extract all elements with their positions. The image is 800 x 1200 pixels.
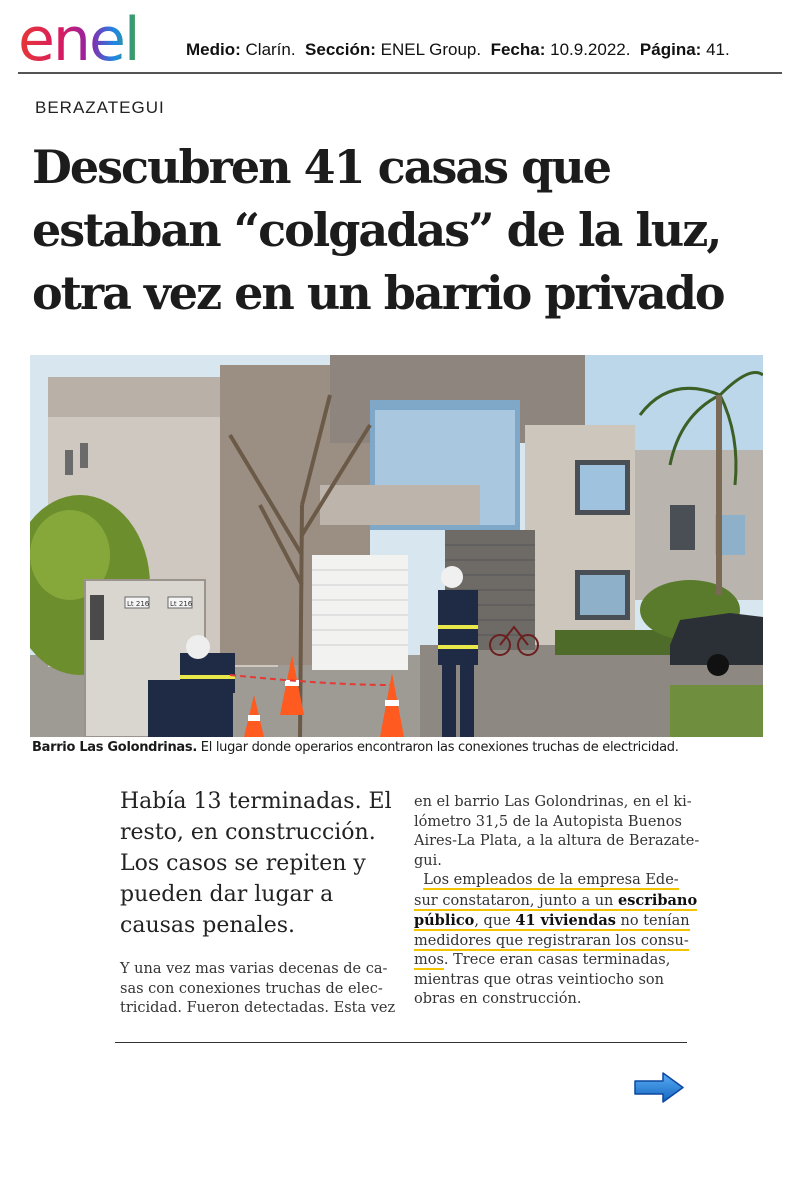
body-line: Y una vez mas varias decenas de ca-: [120, 961, 388, 977]
fecha-label: Fecha:: [490, 40, 546, 59]
article-photo: [30, 355, 763, 737]
deck-line: Había 13 terminadas. El: [120, 789, 392, 814]
body-line: obras en construcción.: [414, 991, 582, 1007]
body-line: en el barrio Las Golondrinas, en el ki-: [414, 794, 692, 810]
pagina-value: 41.: [706, 40, 730, 59]
seccion-label: Sección:: [305, 40, 376, 59]
highlighted-text: Los empleados de la empresa Ede-: [423, 872, 679, 888]
bold-run: público: [414, 912, 475, 929]
body-line: gui.: [414, 852, 442, 869]
caption-title: Barrio Las Golondrinas.: [32, 740, 197, 755]
meter-label: Lt 216: [170, 600, 193, 608]
section-label: BERAZATEGUI: [35, 98, 165, 117]
highlighted-text: [414, 913, 690, 931]
medio-value: Clarín.: [245, 40, 296, 59]
bold-run: 41 viviendas: [515, 912, 616, 929]
deck-line: pueden dar lugar a: [120, 882, 334, 907]
header-divider: [18, 72, 782, 74]
body-line: [414, 932, 689, 952]
body-line: [414, 871, 689, 891]
highlighted-text: [414, 893, 697, 911]
text-run: no tenían: [615, 913, 690, 929]
text-run: sur constataron, junto a un: [414, 892, 618, 909]
svg-text:enel: enel: [18, 8, 139, 70]
meter-label: Lt 216: [127, 600, 150, 608]
headline-line: estaban “colgadas” de la luz,: [32, 203, 721, 257]
enel-logo: [18, 8, 173, 70]
body-line: [414, 951, 689, 971]
article-deck: [120, 786, 400, 941]
body-line: tricidad. Fueron detectadas. Esta vez: [120, 1000, 396, 1016]
headline-line: otra vez en un barrio privado: [32, 266, 724, 320]
body-line: lómetro 31,5 de la Autopista Buenos: [414, 813, 682, 830]
bold-run: escribano: [618, 891, 698, 909]
medio-label: Medio:: [186, 40, 241, 59]
deck-line: resto, en construcción.: [120, 820, 376, 845]
highlighted-text: mos: [414, 952, 444, 968]
deck-line: causas penales.: [120, 913, 296, 938]
text-run: . Trece eran casas terminadas,: [443, 952, 671, 968]
text-run: , que: [474, 913, 516, 929]
arrow-right-icon[interactable]: [633, 1071, 685, 1104]
body-line: sas con conexiones truchas de elec-: [120, 980, 383, 997]
body-column-right: [414, 793, 700, 1010]
photo-caption: [32, 740, 679, 755]
body-column-left: [120, 960, 396, 1019]
seccion-value: ENEL Group.: [380, 40, 482, 59]
body-line: [414, 911, 689, 932]
headline-line: Descubren 41 casas que: [32, 140, 610, 194]
fecha-value: 10.9.2022.: [550, 40, 631, 59]
pagina-label: Página:: [639, 40, 702, 59]
body-line: Aires-La Plata, a la altura de Berazate-: [414, 833, 700, 849]
caption-text: El lugar donde operarios encontraron las conexiones truchas de electricidad.: [196, 740, 679, 755]
body-line: mientras que otras veintiocho son: [414, 971, 665, 988]
deck-line: Los casos se repiten y: [120, 851, 366, 876]
article-end-rule: [115, 1042, 687, 1043]
headline: [32, 136, 772, 325]
source-header: [186, 40, 730, 60]
highlighted-text: medidores que registraran los consu-: [414, 932, 689, 949]
body-line: [414, 891, 698, 912]
